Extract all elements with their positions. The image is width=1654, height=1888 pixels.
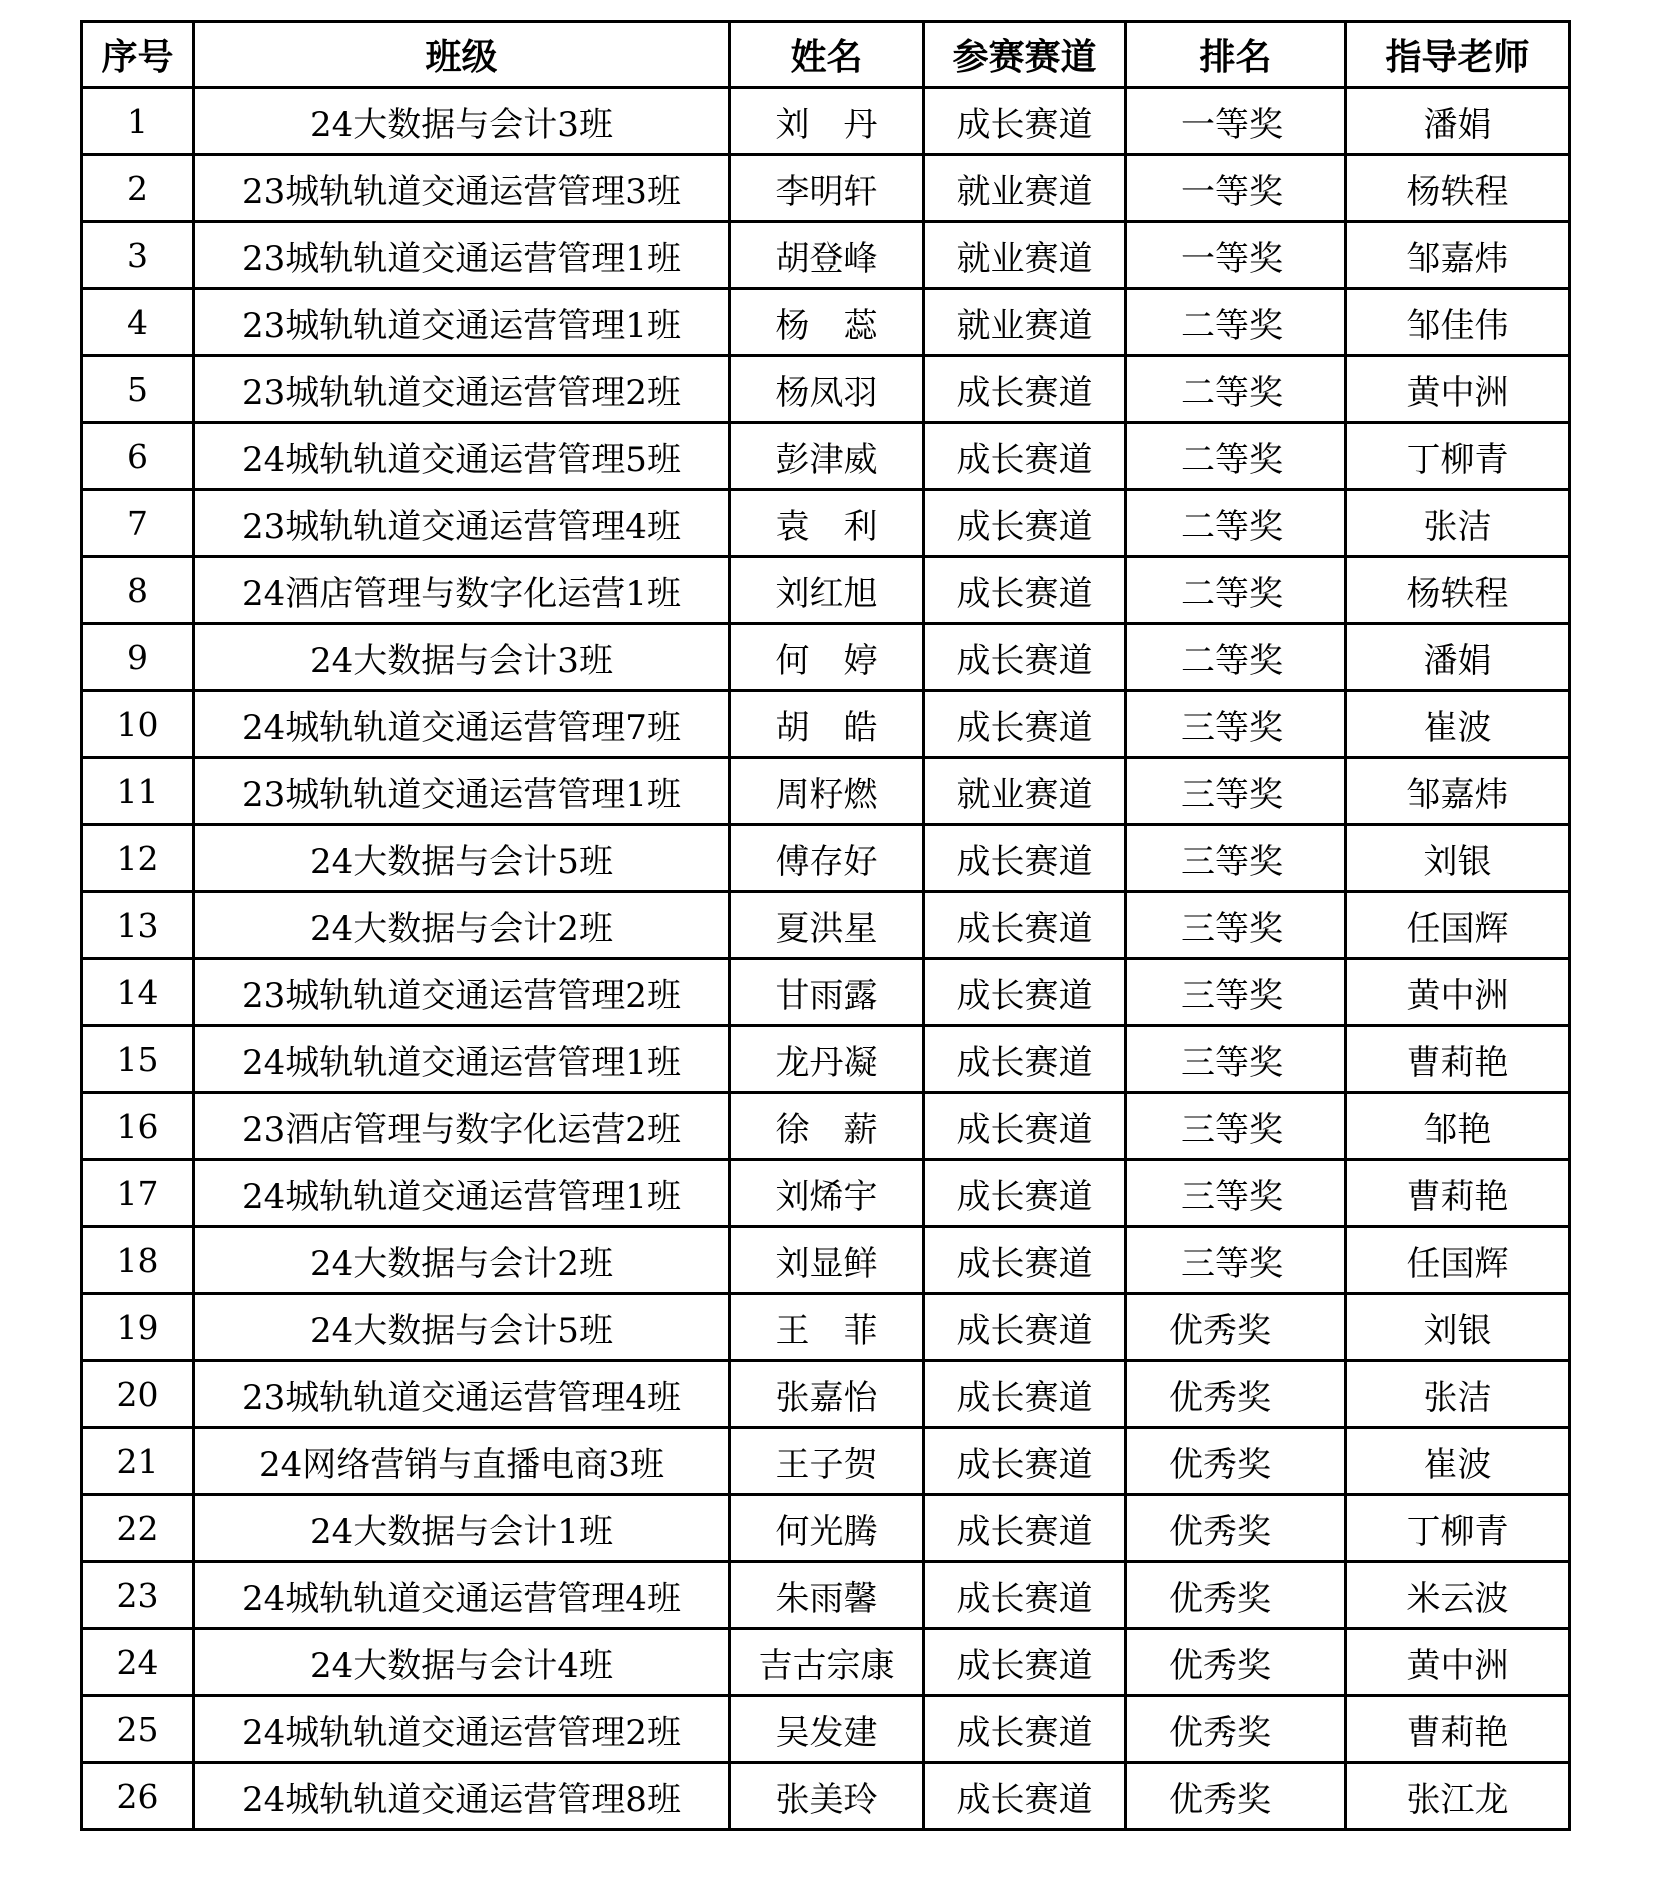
cell-rank: 三等奖 <box>1126 1160 1346 1227</box>
cell-track: 成长赛道 <box>924 1160 1126 1227</box>
cell-rank: 二等奖 <box>1126 490 1346 557</box>
cell-track: 成长赛道 <box>924 691 1126 758</box>
cell-class: 24大数据与会计1班 <box>194 1495 730 1562</box>
table-row <box>82 1361 1570 1428</box>
table-row <box>82 490 1570 557</box>
cell-seq: 7 <box>82 490 194 557</box>
cell-track: 成长赛道 <box>924 1227 1126 1294</box>
cell-seq: 25 <box>82 1696 194 1763</box>
cell-track: 成长赛道 <box>924 624 1126 691</box>
cell-rank: 二等奖 <box>1126 289 1346 356</box>
cell-name: 夏洪星 <box>730 892 924 959</box>
cell-teacher: 杨轶程 <box>1346 155 1570 222</box>
cell-name: 杨凤羽 <box>730 356 924 423</box>
cell-seq: 20 <box>82 1361 194 1428</box>
cell-name: 吉古宗康 <box>730 1629 924 1696</box>
cell-rank: 三等奖 <box>1126 959 1346 1026</box>
cell-name: 刘显鲜 <box>730 1227 924 1294</box>
cell-teacher: 邹嘉炜 <box>1346 222 1570 289</box>
cell-class: 23城轨轨道交通运营管理1班 <box>194 289 730 356</box>
cell-rank: 优秀奖 <box>1126 1763 1346 1830</box>
cell-name: 何光腾 <box>730 1495 924 1562</box>
cell-name: 刘红旭 <box>730 557 924 624</box>
cell-teacher: 任国辉 <box>1346 892 1570 959</box>
cell-teacher: 曹莉艳 <box>1346 1160 1570 1227</box>
table-row <box>82 1294 1570 1361</box>
cell-rank: 三等奖 <box>1126 1227 1346 1294</box>
cell-seq: 4 <box>82 289 194 356</box>
cell-track: 成长赛道 <box>924 490 1126 557</box>
cell-name: 胡 皓 <box>730 691 924 758</box>
table-row <box>82 222 1570 289</box>
cell-class: 23城轨轨道交通运营管理3班 <box>194 155 730 222</box>
cell-rank: 二等奖 <box>1126 624 1346 691</box>
table-header <box>82 22 1570 88</box>
cell-seq: 22 <box>82 1495 194 1562</box>
cell-track: 成长赛道 <box>924 1428 1126 1495</box>
header-class: 班级 <box>194 22 730 88</box>
cell-class: 23城轨轨道交通运营管理1班 <box>194 222 730 289</box>
table-row <box>82 1227 1570 1294</box>
cell-teacher: 崔波 <box>1346 691 1570 758</box>
cell-track: 成长赛道 <box>924 1763 1126 1830</box>
cell-rank: 优秀奖 <box>1126 1428 1346 1495</box>
cell-class: 24城轨轨道交通运营管理1班 <box>194 1160 730 1227</box>
cell-teacher: 丁柳青 <box>1346 1495 1570 1562</box>
cell-rank: 三等奖 <box>1126 1026 1346 1093</box>
cell-track: 成长赛道 <box>924 557 1126 624</box>
cell-track: 成长赛道 <box>924 1294 1126 1361</box>
header-track: 参赛赛道 <box>924 22 1126 88</box>
cell-seq: 10 <box>82 691 194 758</box>
cell-name: 王 菲 <box>730 1294 924 1361</box>
cell-class: 24大数据与会计5班 <box>194 1294 730 1361</box>
cell-teacher: 杨轶程 <box>1346 557 1570 624</box>
cell-seq: 19 <box>82 1294 194 1361</box>
cell-teacher: 张洁 <box>1346 490 1570 557</box>
table-row <box>82 691 1570 758</box>
cell-track: 成长赛道 <box>924 1629 1126 1696</box>
cell-rank: 三等奖 <box>1126 1093 1346 1160</box>
header-seq: 序号 <box>82 22 194 88</box>
table-row <box>82 1763 1570 1830</box>
cell-rank: 三等奖 <box>1126 758 1346 825</box>
cell-teacher: 邹嘉炜 <box>1346 758 1570 825</box>
cell-teacher: 邹艳 <box>1346 1093 1570 1160</box>
cell-seq: 21 <box>82 1428 194 1495</box>
cell-class: 24城轨轨道交通运营管理7班 <box>194 691 730 758</box>
cell-class: 24大数据与会计5班 <box>194 825 730 892</box>
table-row <box>82 892 1570 959</box>
table-row <box>82 356 1570 423</box>
cell-rank: 三等奖 <box>1126 892 1346 959</box>
cell-track: 成长赛道 <box>924 825 1126 892</box>
cell-track: 成长赛道 <box>924 1026 1126 1093</box>
table-row <box>82 1696 1570 1763</box>
cell-class: 24网络营销与直播电商3班 <box>194 1428 730 1495</box>
cell-name: 龙丹凝 <box>730 1026 924 1093</box>
cell-track: 成长赛道 <box>924 1562 1126 1629</box>
cell-class: 24城轨轨道交通运营管理8班 <box>194 1763 730 1830</box>
cell-name: 张嘉怡 <box>730 1361 924 1428</box>
cell-seq: 17 <box>82 1160 194 1227</box>
cell-class: 23城轨轨道交通运营管理2班 <box>194 356 730 423</box>
table-row <box>82 758 1570 825</box>
cell-class: 24城轨轨道交通运营管理4班 <box>194 1562 730 1629</box>
table-row <box>82 557 1570 624</box>
cell-teacher: 黄中洲 <box>1346 959 1570 1026</box>
cell-track: 就业赛道 <box>924 155 1126 222</box>
cell-teacher: 崔波 <box>1346 1428 1570 1495</box>
table-row <box>82 1495 1570 1562</box>
cell-track: 成长赛道 <box>924 892 1126 959</box>
cell-teacher: 邹佳伟 <box>1346 289 1570 356</box>
cell-name: 周籽燃 <box>730 758 924 825</box>
cell-seq: 1 <box>82 88 194 155</box>
cell-class: 24大数据与会计3班 <box>194 88 730 155</box>
cell-rank: 二等奖 <box>1126 356 1346 423</box>
cell-teacher: 丁柳青 <box>1346 423 1570 490</box>
cell-track: 成长赛道 <box>924 1696 1126 1763</box>
cell-rank: 二等奖 <box>1126 423 1346 490</box>
cell-name: 李明轩 <box>730 155 924 222</box>
cell-seq: 12 <box>82 825 194 892</box>
cell-teacher: 曹莉艳 <box>1346 1026 1570 1093</box>
cell-rank: 一等奖 <box>1126 222 1346 289</box>
award-table <box>80 20 1571 1831</box>
table-row <box>82 1562 1570 1629</box>
table-row <box>82 1093 1570 1160</box>
cell-name: 刘烯宇 <box>730 1160 924 1227</box>
table-row <box>82 1629 1570 1696</box>
table-row <box>82 289 1570 356</box>
cell-name: 王子贺 <box>730 1428 924 1495</box>
cell-teacher: 张洁 <box>1346 1361 1570 1428</box>
cell-class: 24城轨轨道交通运营管理1班 <box>194 1026 730 1093</box>
cell-name: 杨 蕊 <box>730 289 924 356</box>
cell-class: 23城轨轨道交通运营管理2班 <box>194 959 730 1026</box>
table-row <box>82 423 1570 490</box>
cell-class: 24大数据与会计3班 <box>194 624 730 691</box>
cell-teacher: 米云波 <box>1346 1562 1570 1629</box>
cell-seq: 16 <box>82 1093 194 1160</box>
cell-class: 23酒店管理与数字化运营2班 <box>194 1093 730 1160</box>
cell-name: 张美玲 <box>730 1763 924 1830</box>
cell-seq: 23 <box>82 1562 194 1629</box>
cell-seq: 13 <box>82 892 194 959</box>
cell-teacher: 黄中洲 <box>1346 1629 1570 1696</box>
cell-track: 成长赛道 <box>924 1093 1126 1160</box>
cell-name: 胡登峰 <box>730 222 924 289</box>
cell-seq: 8 <box>82 557 194 624</box>
cell-seq: 11 <box>82 758 194 825</box>
header-row <box>82 22 1570 88</box>
cell-class: 23城轨轨道交通运营管理1班 <box>194 758 730 825</box>
cell-teacher: 曹莉艳 <box>1346 1696 1570 1763</box>
cell-seq: 2 <box>82 155 194 222</box>
cell-class: 24城轨轨道交通运营管理2班 <box>194 1696 730 1763</box>
cell-name: 何 婷 <box>730 624 924 691</box>
cell-track: 成长赛道 <box>924 959 1126 1026</box>
cell-class: 23城轨轨道交通运营管理4班 <box>194 490 730 557</box>
cell-teacher: 潘娟 <box>1346 88 1570 155</box>
table-row <box>82 1428 1570 1495</box>
cell-class: 24酒店管理与数字化运营1班 <box>194 557 730 624</box>
cell-teacher: 张江龙 <box>1346 1763 1570 1830</box>
cell-class: 24城轨轨道交通运营管理5班 <box>194 423 730 490</box>
cell-seq: 24 <box>82 1629 194 1696</box>
cell-track: 就业赛道 <box>924 289 1126 356</box>
cell-rank: 一等奖 <box>1126 88 1346 155</box>
cell-teacher: 任国辉 <box>1346 1227 1570 1294</box>
cell-track: 成长赛道 <box>924 423 1126 490</box>
cell-name: 甘雨露 <box>730 959 924 1026</box>
cell-seq: 5 <box>82 356 194 423</box>
cell-rank: 三等奖 <box>1126 691 1346 758</box>
table-row <box>82 88 1570 155</box>
cell-seq: 18 <box>82 1227 194 1294</box>
cell-class: 24大数据与会计2班 <box>194 892 730 959</box>
cell-rank: 一等奖 <box>1126 155 1346 222</box>
header-name: 姓名 <box>730 22 924 88</box>
cell-seq: 6 <box>82 423 194 490</box>
cell-teacher: 刘银 <box>1346 825 1570 892</box>
cell-track: 成长赛道 <box>924 1361 1126 1428</box>
table-row <box>82 825 1570 892</box>
cell-seq: 15 <box>82 1026 194 1093</box>
cell-name: 徐 薪 <box>730 1093 924 1160</box>
cell-rank: 优秀奖 <box>1126 1361 1346 1428</box>
table-body <box>82 88 1570 1830</box>
table-row <box>82 1026 1570 1093</box>
cell-seq: 14 <box>82 959 194 1026</box>
cell-rank: 二等奖 <box>1126 557 1346 624</box>
cell-rank: 优秀奖 <box>1126 1629 1346 1696</box>
cell-rank: 优秀奖 <box>1126 1294 1346 1361</box>
table-row <box>82 624 1570 691</box>
cell-track: 成长赛道 <box>924 1495 1126 1562</box>
cell-track: 就业赛道 <box>924 758 1126 825</box>
table-row <box>82 1160 1570 1227</box>
cell-class: 23城轨轨道交通运营管理4班 <box>194 1361 730 1428</box>
header-rank: 排名 <box>1126 22 1346 88</box>
cell-name: 吴发建 <box>730 1696 924 1763</box>
cell-name: 朱雨馨 <box>730 1562 924 1629</box>
cell-rank: 三等奖 <box>1126 825 1346 892</box>
header-teacher: 指导老师 <box>1346 22 1570 88</box>
cell-track: 就业赛道 <box>924 222 1126 289</box>
cell-track: 成长赛道 <box>924 88 1126 155</box>
cell-seq: 26 <box>82 1763 194 1830</box>
cell-seq: 9 <box>82 624 194 691</box>
cell-rank: 优秀奖 <box>1126 1562 1346 1629</box>
cell-track: 成长赛道 <box>924 356 1126 423</box>
cell-name: 刘 丹 <box>730 88 924 155</box>
cell-teacher: 潘娟 <box>1346 624 1570 691</box>
cell-seq: 3 <box>82 222 194 289</box>
cell-name: 傅存好 <box>730 825 924 892</box>
cell-class: 24大数据与会计4班 <box>194 1629 730 1696</box>
cell-rank: 优秀奖 <box>1126 1495 1346 1562</box>
cell-name: 袁 利 <box>730 490 924 557</box>
cell-class: 24大数据与会计2班 <box>194 1227 730 1294</box>
cell-name: 彭津威 <box>730 423 924 490</box>
cell-teacher: 黄中洲 <box>1346 356 1570 423</box>
cell-rank: 优秀奖 <box>1126 1696 1346 1763</box>
cell-teacher: 刘银 <box>1346 1294 1570 1361</box>
table-row <box>82 155 1570 222</box>
table-row <box>82 959 1570 1026</box>
